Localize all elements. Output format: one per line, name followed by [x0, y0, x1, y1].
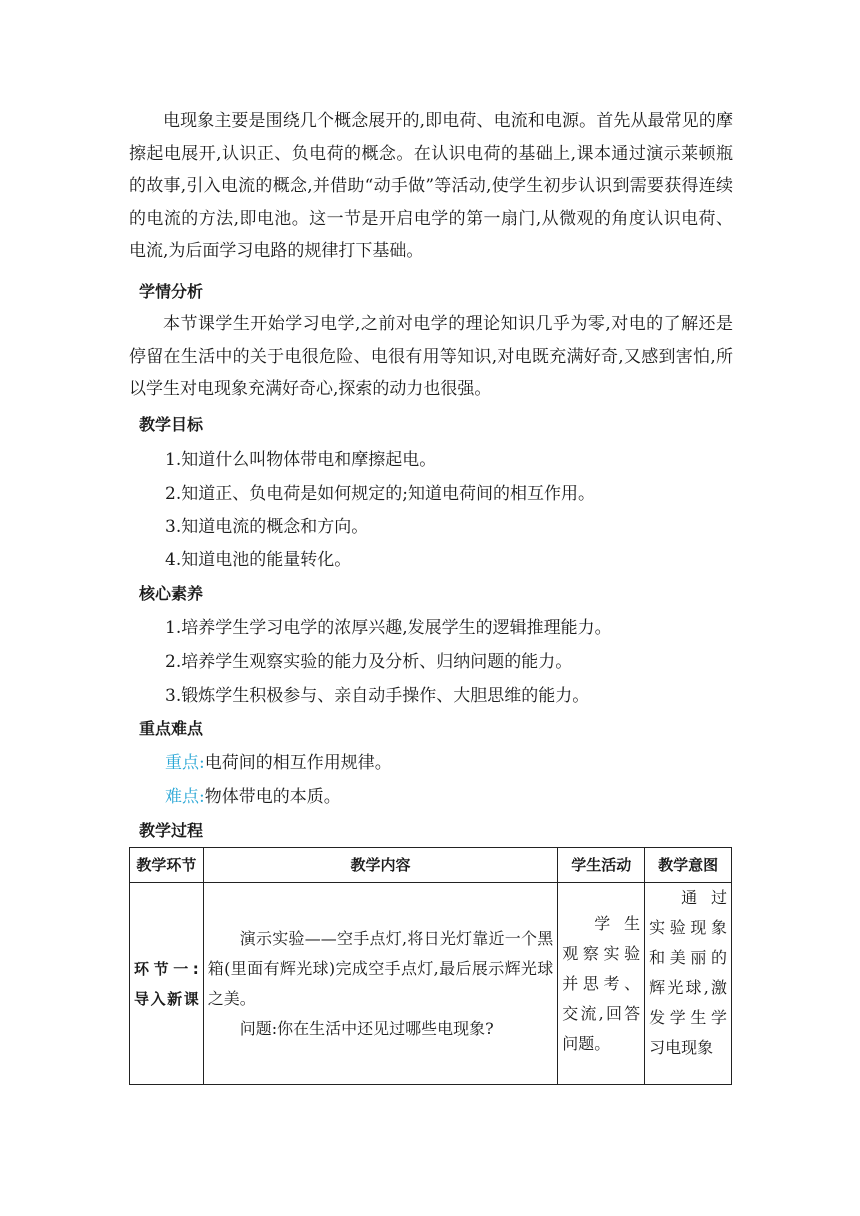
table-header-cell: 教学内容: [203, 848, 558, 883]
section-heading-literacy: 核心素养: [139, 584, 204, 603]
table-row: [130, 883, 732, 1085]
key-point-line: [165, 752, 392, 774]
teaching-process-table: [129, 847, 732, 1085]
key-point-text: 电荷间的相互作用规律。: [204, 753, 392, 773]
situation-paragraph: 本节课学生开始学习电学,之前对电学的理论知识几乎为零,对电的了解还是停留在生活中的关于电很危险、电很有用等知识,对电既充满好奇,又感到害怕,所以学生对电现象充满好奇心,探索的动力也很强。: [129, 314, 733, 399]
section-heading-goals: 教学目标: [139, 415, 204, 434]
section-heading-keypoints: 重点难点: [139, 719, 204, 738]
goal-item: 4.知道电池的能量转化。: [165, 550, 352, 570]
table-header-cell: 教学意图: [645, 848, 732, 883]
table-header-cell: 教学环节: [130, 848, 204, 883]
literacy-item: 1.培养学生学习电学的浓厚兴趣,发展学生的逻辑推理能力。: [165, 618, 612, 638]
activity-cell: 学生观察实验并思考、交流,回答问题。: [558, 883, 645, 1085]
goal-item: 2.知道正、负电荷是如何规定的;知道电荷间的相互作用。: [165, 484, 595, 504]
goal-item: 1.知道什么叫物体带电和摩擦起电。: [165, 450, 437, 470]
difficulty-line: [165, 786, 341, 808]
table-header-row: [130, 848, 732, 883]
table-header-cell: 学生活动: [558, 848, 645, 883]
content-cell: [203, 883, 558, 1085]
section-heading-process: 教学过程: [139, 821, 204, 840]
difficulty-label: 难点:: [165, 787, 205, 807]
key-point-label: 重点:: [165, 753, 205, 773]
content-question: 问题:你在生活中还见过哪些电现象?: [239, 1018, 494, 1038]
literacy-item: 2.培养学生观察实验的能力及分析、归纳问题的能力。: [165, 652, 573, 672]
literacy-item: 3.锻炼学生积极参与、亲自动手操作、大胆思维的能力。: [165, 686, 590, 706]
stage-cell: 环节一:导入新课: [130, 883, 204, 1085]
intent-cell: 通过实验现象和美丽的辉光球,激发学生学习电现象: [645, 883, 732, 1085]
content-paragraph: 演示实验——空手点灯,将日光灯靠近一个黑箱(里面有辉光球)完成空手点灯,最后展示辉光球之美。: [207, 928, 554, 1008]
goal-item: 3.知道电流的概念和方向。: [165, 517, 369, 537]
intro-paragraph: 电现象主要是围绕几个概念展开的,即电荷、电流和电源。首先从最常见的摩擦起电展开,认识正、负电荷的概念。在认识电荷的基础上,课本通过演示莱顿瓶的故事,引入电流的概念,并借助“动手做”等活动,使学生初步认识到需要获得连续的电流的方法,即电池。这一节是开启电学的第一扇门,从微观的角度认识电荷、电流,为后面学习电路的规律打下基础。: [129, 111, 733, 261]
section-heading-situation: 学情分析: [139, 282, 204, 301]
difficulty-text: 物体带电的本质。: [204, 787, 341, 807]
